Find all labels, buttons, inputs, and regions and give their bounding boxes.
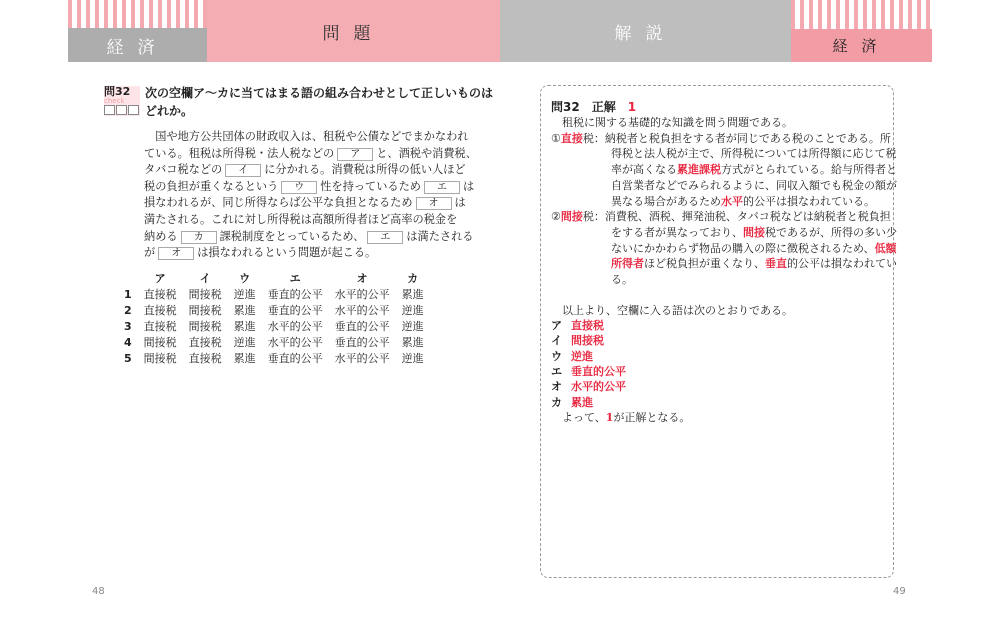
keyword-highlight: 間接 [743,225,765,239]
option-cell: 逆進 [401,320,424,333]
column-header: ウ [239,272,251,285]
explanation-text: 率が高くなる [611,163,677,177]
passage-text: 課税制度をとっているため、 [219,229,365,243]
passage-text: は損なわれるという問題が起こる。 [197,246,377,260]
answer-label: 問32 正解 [551,100,616,114]
option-cell: 直接税 [143,304,177,317]
term-value: 垂直的公平 [571,364,626,378]
explanation-text: 的公平は損なわれてい [787,257,897,271]
explanation-text: る。 [611,273,633,286]
answer-term [551,348,593,364]
stripe-decoration [791,0,932,29]
option-cell: 水平的公平 [267,336,323,349]
option-cell: 逆進 [233,288,256,301]
passage-text: は満たされる [406,229,474,243]
passage-line [144,128,468,144]
keyword-highlight: 水平 [721,194,743,208]
option-cell: 累進 [401,288,424,301]
term-letter: エ [551,364,562,378]
option-cell: 水平的公平 [267,320,323,333]
column-header: ア [154,272,166,285]
explanation-text: 的公平は損なわれている。 [743,194,875,208]
passage-text: 損なわれるが、同じ所得ならば公平な負担となるため [144,196,413,210]
options-header-row [124,270,436,286]
option-cell: 間接税 [188,288,222,301]
check-box[interactable] [116,105,127,115]
option-cell: 累進 [401,336,424,349]
option-cell: 垂直的公平 [267,304,323,317]
stripe-decoration [68,0,207,28]
passage-text: ている。租税は所得税・法人税などの [144,146,335,160]
option-number: 3 [124,319,132,333]
passage-text: は [454,196,466,210]
blank-box: オ [416,197,452,210]
keyword-highlight: 所得者 [611,257,644,271]
passage-line [144,211,457,227]
term-value: 直接税 [571,319,604,332]
blank-box: イ [225,164,261,177]
prompt-line: どれか。 [145,104,194,118]
section-label-left: 経済 [68,28,207,62]
option-cell: 間接税 [188,320,222,333]
option-cell: 垂直的公平 [267,352,323,365]
explanation-text: 方式がとられている。給与所得者と [721,163,897,177]
keyword-highlight: 間接 [560,210,583,224]
answer-term [551,317,604,333]
explanation-text: 以上より、空欄に入る語は次のとおりである。 [551,304,793,318]
passage-line [144,194,466,210]
option-number: 1 [124,287,132,301]
explanation-line [611,161,897,177]
passage-text: は [462,179,475,193]
passage-text: が [144,246,156,260]
option-cell: 逆進 [401,352,424,365]
check-box[interactable] [104,105,115,115]
option-cell: 直接税 [188,352,222,365]
passage-line [144,228,474,244]
page-number-left: 48 [92,586,105,597]
question-prompt [145,84,493,120]
conclusion-text: よって、 [551,410,606,424]
column-header [124,270,144,286]
options-table [124,270,436,366]
explanation-line [551,114,793,130]
column-header: オ [356,272,368,285]
explanation-line [551,208,891,224]
term-value: 水平的公平 [571,380,626,394]
blank-box: ア [337,148,373,161]
blank-box: エ [424,181,460,194]
explanation-line [611,193,875,209]
explanation-text: 異なる場合があるため [611,194,721,208]
option-cell: 直接税 [143,320,177,333]
option-row [124,302,436,318]
explanation-text: ② [551,210,561,224]
option-row [124,318,436,334]
passage-text: タバコ税などの [144,163,223,177]
explanation-line [611,145,897,161]
term-letter: イ [551,334,562,348]
passage-text: 満たされる。これに対し所得税は高額所得者ほど高率の税金を [144,213,458,226]
option-row [124,334,436,350]
term-value: 間接税 [571,334,604,348]
explanation-text: をする者が異なっており、 [611,225,743,239]
prompt-line: 次の空欄ア～カに当てはまる語の組み合わせとして正しいものは [145,86,494,100]
option-cell: 垂直的公平 [334,320,390,333]
page-number-right: 49 [893,586,906,597]
check-label: check [104,97,125,105]
explanation-text: 税：納税者と税負担をする者が同じである税のことである。所 [582,131,891,145]
option-cell: 水平的公平 [334,288,390,301]
check-boxes [104,105,140,115]
option-row [124,350,436,366]
keyword-highlight: 累進課税 [677,163,721,177]
question-number-box [104,86,140,116]
option-cell: 間接税 [143,352,177,365]
column-header: カ [407,272,419,285]
passage-line [144,161,466,177]
keyword-highlight: 低額 [874,241,897,255]
question-number: 問32 [104,85,131,98]
option-cell: 直接税 [188,336,222,349]
term-letter: ウ [551,349,562,363]
passage-text: 国や地方公共団体の財政収入は、租税や公債などでまかなわれ [144,130,469,143]
explanation-text: 得税と法人税が主で、所得税については所得額に応じて税 [611,147,897,161]
conclusion-text: が正解となる。 [613,410,691,424]
explanation-text: ① [551,131,561,145]
option-cell: 垂直的公平 [267,288,323,301]
passage-line [144,244,376,260]
term-letter: オ [551,380,562,394]
option-cell: 累進 [233,320,256,333]
option-cell: 逆進 [233,336,256,349]
blank-box: ウ [281,181,317,194]
answer-term [551,394,593,410]
explanation-line [611,224,897,240]
blank-box: エ [367,231,403,244]
explanation-text: 租税に関する基礎的な知識を問う問題である。 [551,116,793,129]
term-value: 累進 [571,395,593,409]
passage-line [144,145,477,161]
answer-heading [551,98,636,115]
option-cell: 水平的公平 [334,352,390,365]
option-cell: 直接税 [143,288,177,301]
column-header: エ [289,272,301,285]
answer-term [551,363,626,379]
page-title-explanation: 解説 [500,0,791,62]
term-letter: ア [551,319,562,332]
option-number: 2 [124,303,132,317]
conclusion-line [551,409,690,425]
section-label-right: 経済 [791,29,932,62]
explanation-line [611,271,633,287]
passage-text: 性を持っているため [320,179,421,193]
explanation-line [611,177,897,193]
passage-text: と、酒税や消費税、 [376,146,477,160]
blank-box: カ [181,231,217,244]
answer-term [551,332,604,348]
explanation-line [551,302,793,318]
column-header: イ [199,272,211,285]
passage-line [144,178,474,194]
option-cell: 累進 [233,304,256,317]
keyword-highlight: 直接 [560,131,583,145]
passage-text: 税の負担が重くなるという [144,179,279,193]
explanation-line [611,240,897,256]
conclusion-answer: 1 [605,410,614,424]
term-letter: カ [551,395,562,409]
option-cell: 累進 [233,352,256,365]
option-row [124,286,436,302]
explanation-line [611,255,897,271]
explanation-line [551,130,891,146]
option-number: 5 [124,351,132,365]
page-title-problem: 問題 [207,0,500,62]
passage-text: に分かれる。消費税は所得の低い人ほど [264,163,466,177]
explanation-text: 税であるが、所得の多い少 [765,225,897,239]
term-value: 逆進 [571,349,593,363]
option-cell: 間接税 [143,336,177,349]
explanation-text: ないにかかわらず物品の購入の際に徴税されるため、 [611,241,875,255]
correct-answer: 1 [627,100,637,114]
option-cell: 逆進 [401,304,424,317]
answer-term [551,378,626,394]
option-cell: 水平的公平 [334,304,390,317]
keyword-highlight: 垂直 [765,257,787,271]
option-number: 4 [124,335,132,349]
option-cell: 垂直的公平 [334,336,390,349]
option-cell: 間接税 [188,304,222,317]
check-box[interactable] [128,105,139,115]
explanation-text: 自営業者などでみられるように、同収入額でも税金の額が [611,178,897,192]
explanation-text: 税：消費税、酒税、揮発油税、タバコ税などは納税者と税負担 [582,210,891,224]
blank-box: オ [158,247,194,260]
passage-text: 納める [144,229,178,243]
explanation-text: ほど税負担が重くなり、 [644,257,765,271]
